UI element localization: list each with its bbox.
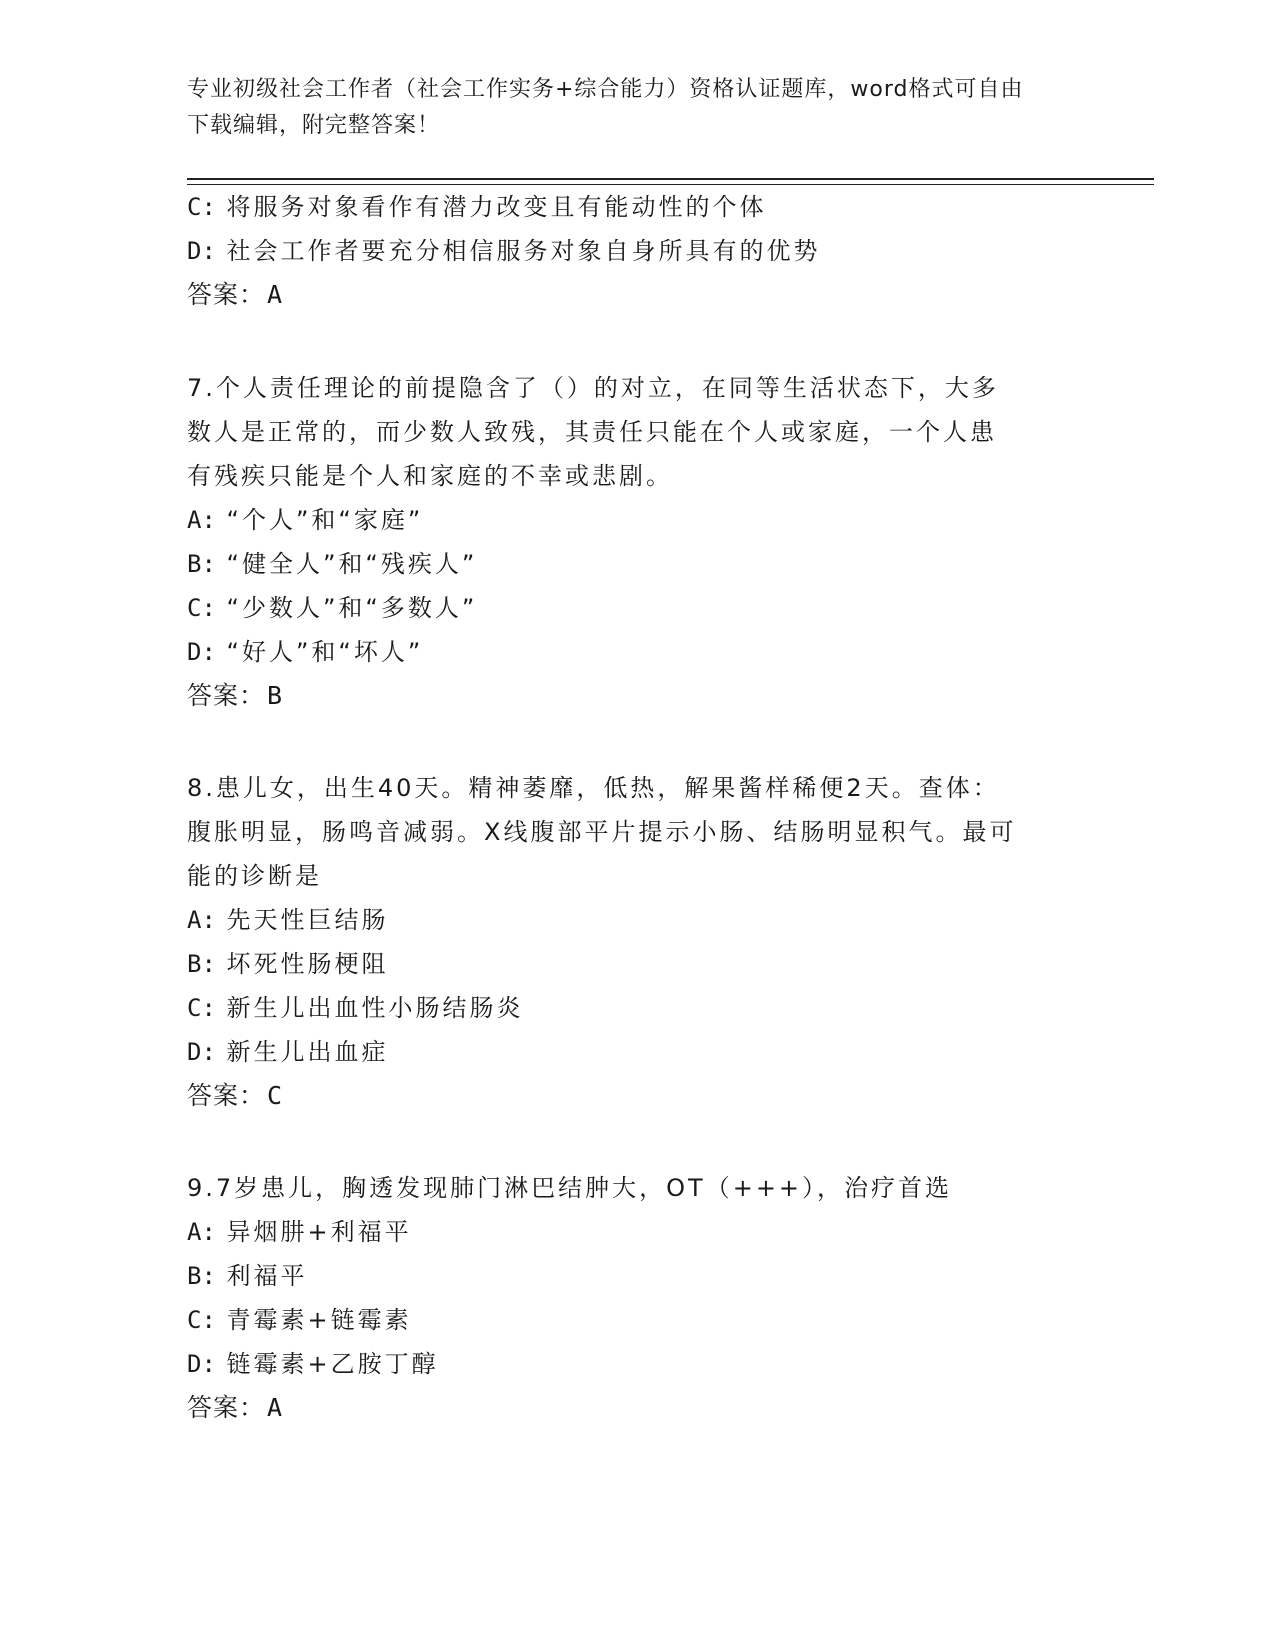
q8-stem-line-2: 腹胀明显，肠鸣音减弱。X线腹部平片提示小肠、结肠明显积气。最可 — [187, 818, 1017, 846]
option-letter: C: — [187, 1306, 216, 1334]
option-letter: A: — [187, 906, 216, 934]
option-letter: D: — [187, 1350, 216, 1378]
option-text: 利福平 — [226, 1262, 308, 1290]
q7-answer — [187, 681, 283, 711]
q6-option-c — [187, 192, 767, 222]
option-text: 社会工作者要充分相信服务对象自身所具有的优势 — [226, 237, 821, 265]
option-letter: A: — [187, 506, 216, 534]
option-text: “健全人”和“残疾人” — [226, 550, 478, 578]
q9-option-b — [187, 1261, 308, 1291]
q6-answer — [187, 280, 283, 310]
option-letter: C: — [187, 994, 216, 1022]
answer-value: C — [267, 1081, 284, 1110]
q9-stem-line-1: 9.7岁患儿，胸透发现肺门淋巴结肿大，OT（+++），治疗首选 — [187, 1174, 953, 1202]
option-letter: C: — [187, 594, 216, 622]
option-text: 坏死性肠梗阻 — [226, 950, 389, 978]
answer-label: 答案： — [187, 681, 266, 710]
q9-answer — [187, 1393, 283, 1423]
q8-option-b — [187, 949, 389, 979]
header-divider-thin — [187, 184, 1154, 185]
q7-option-b — [187, 549, 477, 579]
option-text: 异烟肼+利福平 — [226, 1218, 412, 1246]
option-letter: C: — [187, 193, 216, 221]
option-letter: D: — [187, 237, 216, 265]
option-letter: B: — [187, 950, 216, 978]
q8-option-d — [187, 1037, 389, 1067]
option-text: 链霉素+乙胺丁醇 — [226, 1350, 439, 1378]
q8-stem-line-3: 能的诊断是 — [187, 862, 322, 890]
header-title-line-2: 下载编辑，附完整答案！ — [187, 113, 441, 138]
q9-option-c — [187, 1305, 412, 1335]
option-letter: A: — [187, 1218, 216, 1246]
q8-answer — [187, 1081, 283, 1111]
q8-stem-line-1: 8.患儿女，出生40天。精神萎靡，低热，解果酱样稀便2天。查体： — [187, 774, 1000, 802]
answer-value: A — [267, 280, 284, 309]
q9-option-a — [187, 1217, 412, 1247]
q6-option-d — [187, 236, 821, 266]
option-letter: B: — [187, 1262, 216, 1290]
q7-stem-line-1: 7.个人责任理论的前提隐含了（）的对立，在同等生活状态下，大多 — [187, 374, 999, 402]
answer-value: A — [267, 1393, 284, 1422]
q8-option-c — [187, 993, 524, 1023]
answer-label: 答案： — [187, 1393, 266, 1422]
q7-option-c — [187, 593, 477, 623]
option-text: “个人”和“家庭” — [226, 506, 424, 534]
q7-stem-line-2: 数人是正常的，而少数人致残，其责任只能在个人或家庭，一个人患 — [187, 418, 997, 446]
option-text: 先天性巨结肠 — [226, 906, 389, 934]
q8-option-a — [187, 905, 389, 935]
option-letter: D: — [187, 1038, 216, 1066]
option-letter: B: — [187, 550, 216, 578]
option-text: 将服务对象看作有潜力改变且有能动性的个体 — [226, 193, 767, 221]
answer-value: B — [267, 681, 284, 710]
q7-stem-line-3: 有残疾只能是个人和家庭的不幸或悲剧。 — [187, 462, 673, 490]
q7-option-d — [187, 637, 423, 667]
option-text: “好人”和“坏人” — [226, 638, 424, 666]
option-letter: D: — [187, 638, 216, 666]
document-header — [187, 72, 1087, 144]
q9-option-d — [187, 1349, 439, 1379]
answer-label: 答案： — [187, 280, 266, 309]
option-text: “少数人”和“多数人” — [226, 594, 478, 622]
q7-option-a — [187, 505, 423, 535]
header-title-line-1: 专业初级社会工作者（社会工作实务+综合能力）资格认证题库，word格式可自由 — [187, 77, 1024, 102]
option-text: 新生儿出血症 — [226, 1038, 389, 1066]
option-text: 青霉素+链霉素 — [226, 1306, 412, 1334]
answer-label: 答案： — [187, 1081, 266, 1110]
option-text: 新生儿出血性小肠结肠炎 — [226, 994, 524, 1022]
header-divider-thick — [187, 178, 1154, 180]
